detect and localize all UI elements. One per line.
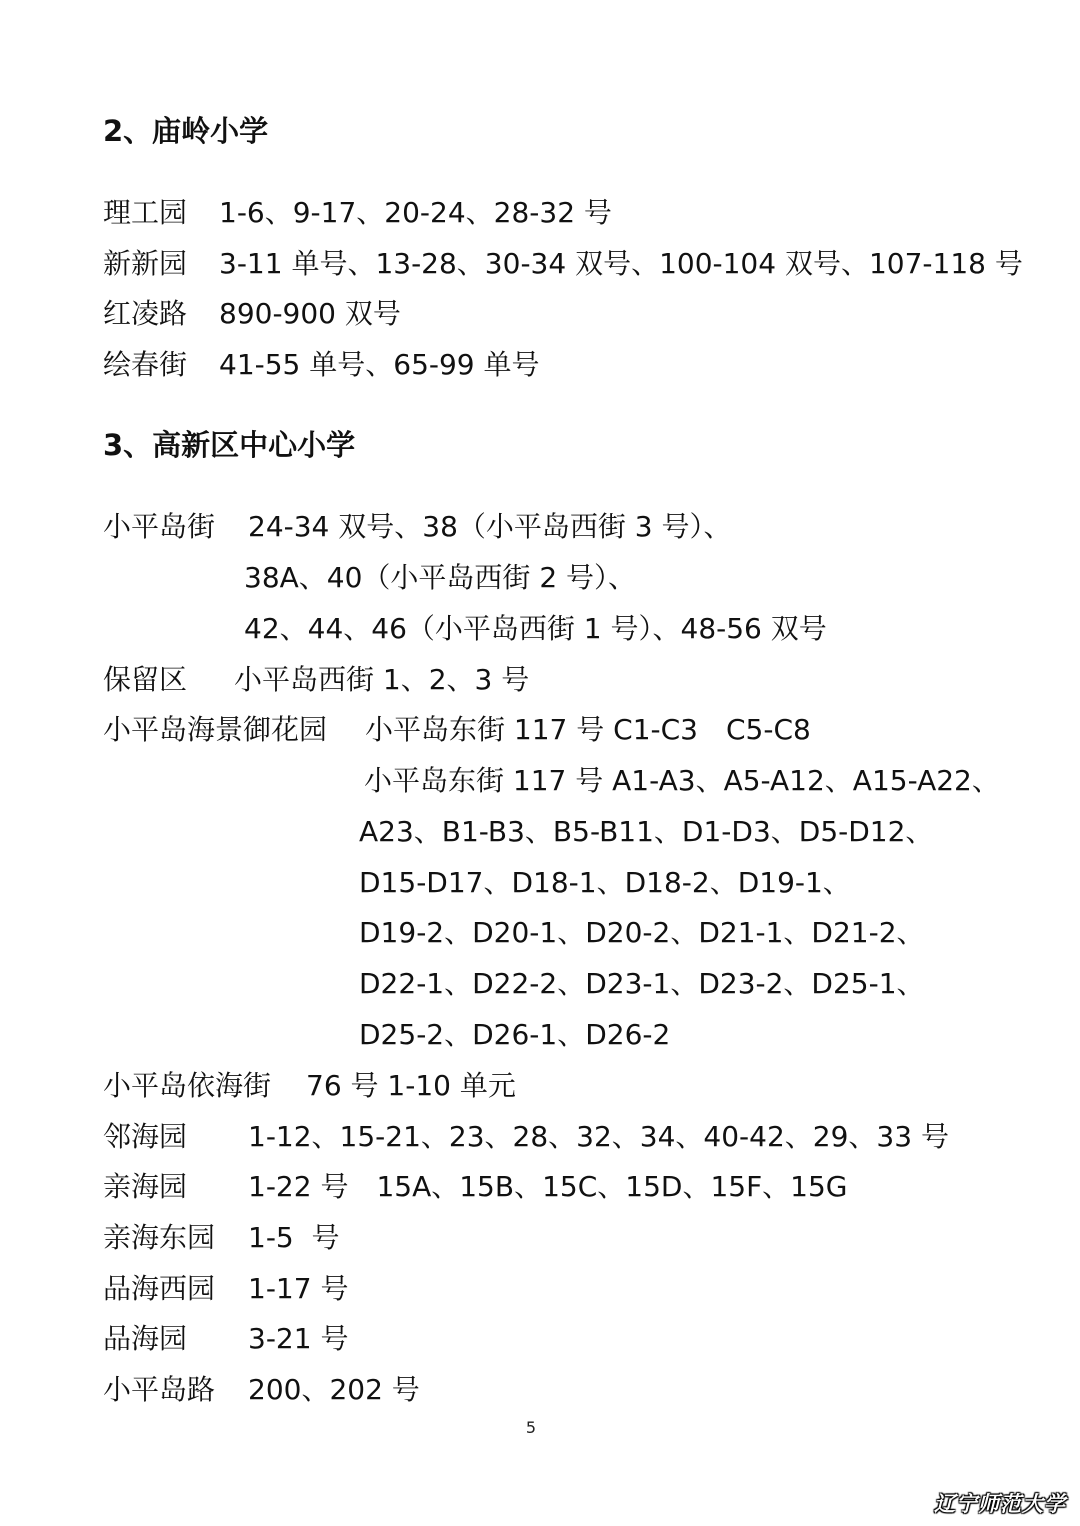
address-value: 24-34 双号、38（小平岛西街 3 号）、 <box>248 510 732 543</box>
address-value: 1-6、9-17、20-24、28-32 号 <box>219 196 612 229</box>
address-value-continued: 38A、40（小平岛西街 2 号）、 <box>244 561 637 594</box>
page-number: 5 <box>525 1418 537 1437</box>
address-label: 绘春街 <box>103 348 188 381</box>
address-label: 理工园 <box>103 196 188 229</box>
address-value: 3-21 号 <box>248 1322 349 1355</box>
address-label: 亲海园 <box>103 1170 188 1203</box>
address-value: 1-12、15-21、23、28、32、34、40-42、29、33 号 <box>248 1120 949 1153</box>
address-value: 1-5 号 <box>248 1221 340 1254</box>
address-value: 1-22 号 15A、15B、15C、15D、15F、15G <box>248 1170 848 1203</box>
university-watermark: 辽宁师范大学 <box>934 1491 1066 1516</box>
address-value: 76 号 1-10 单元 <box>306 1069 516 1102</box>
section-heading-gaoxinqu: 3、高新区中心小学 <box>103 428 356 462</box>
address-label: 小平岛依海街 <box>103 1069 272 1102</box>
section-heading-miaoling: 2、庙岭小学 <box>103 114 269 148</box>
address-value-continued: 42、44、46（小平岛西街 1 号）、48-56 双号 <box>244 612 827 645</box>
address-label: 亲海东园 <box>103 1221 216 1254</box>
address-value: 200、202 号 <box>248 1373 420 1406</box>
address-value: 1-17 号 <box>248 1272 349 1305</box>
address-value: 小平岛西街 1、2、3 号 <box>234 663 530 696</box>
address-value: 41-55 单号、65-99 单号 <box>219 348 540 381</box>
address-label: 邻海园 <box>103 1120 188 1153</box>
address-value: 890-900 双号 <box>219 297 401 330</box>
address-value-continued: D22-1、D22-2、D23-1、D23-2、D25-1、 <box>359 967 925 1000</box>
address-label: 小平岛街 <box>103 510 216 543</box>
address-label: 新新园 <box>103 247 188 280</box>
address-label: 红凌路 <box>103 297 188 330</box>
address-label: 品海园 <box>103 1322 188 1355</box>
address-value-continued: D19-2、D20-1、D20-2、D21-1、D21-2、 <box>359 916 925 949</box>
address-value-continued: 小平岛东街 117 号 A1-A3、A5-A12、A15-A22、 <box>364 764 1000 797</box>
address-value: 3-11 单号、13-28、30-34 双号、100-104 双号、107-118 号 <box>219 247 1023 280</box>
address-value-continued: D25-2、D26-1、D26-2 <box>359 1018 671 1051</box>
address-value-continued: D15-D17、D18-1、D18-2、D19-1、 <box>359 866 851 899</box>
address-label: 小平岛路 <box>103 1373 216 1406</box>
address-label: 品海西园 <box>103 1272 216 1305</box>
address-value: 小平岛东街 117 号 C1-C3 C5-C8 <box>365 713 811 746</box>
address-label: 保留区 <box>103 663 188 696</box>
address-value-continued: A23、B1-B3、B5-B11、D1-D3、D5-D12、 <box>359 815 934 848</box>
address-label: 小平岛海景御花园 <box>103 713 328 746</box>
